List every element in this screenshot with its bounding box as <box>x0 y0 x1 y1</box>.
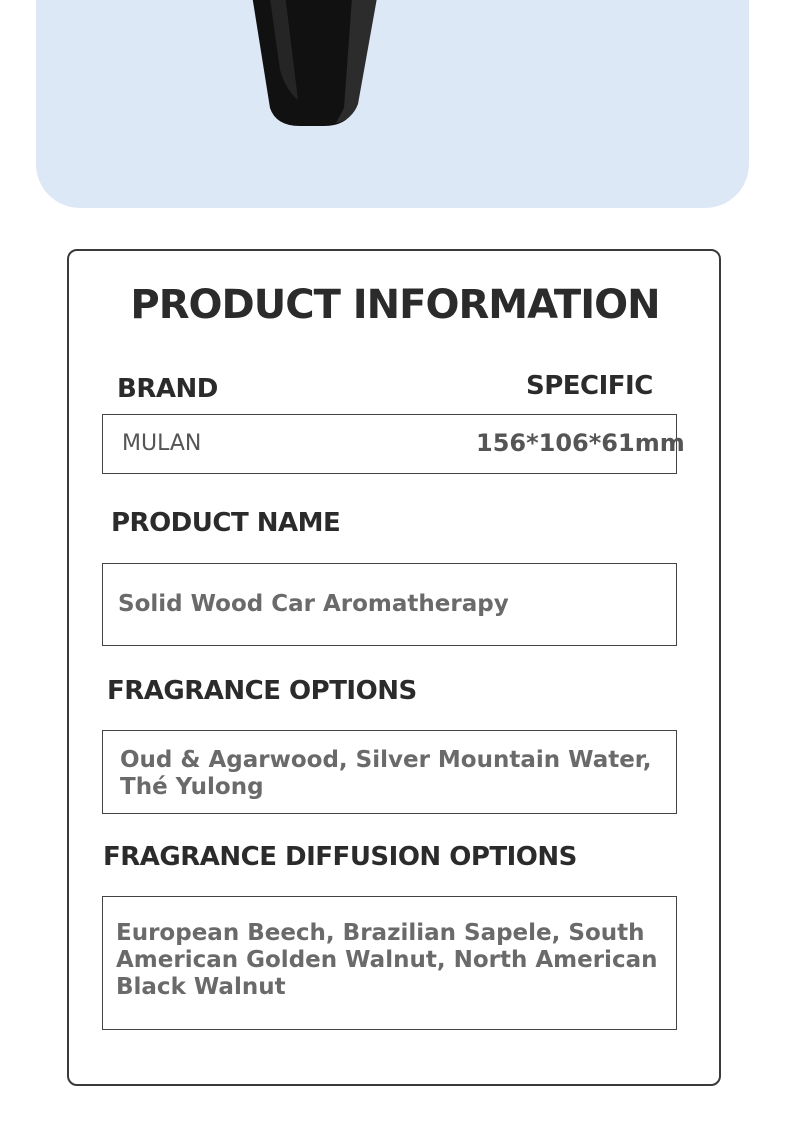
diffusion-options-line-1: European Beech, Brazilian Sapele, South <box>116 920 645 946</box>
section-title: PRODUCT INFORMATION <box>130 282 660 328</box>
brand-value: MULAN <box>122 431 202 456</box>
diffusion-options-label: FRAGRANCE DIFFUSION OPTIONS <box>103 842 577 872</box>
fragrance-options-line-1: Oud & Agarwood, Silver Mountain Water, <box>120 747 652 773</box>
product-name-value: Solid Wood Car Aromatherapy <box>118 591 509 617</box>
fragrance-options-line-2: Thé Yulong <box>120 774 264 800</box>
diffusion-options-line-3: Black Walnut <box>116 974 286 1000</box>
fragrance-options-label: FRAGRANCE OPTIONS <box>107 676 417 706</box>
vent-clip-product-illustration <box>36 0 749 208</box>
specific-value: 156*106*61mm <box>476 429 685 457</box>
specific-label: SPECIFIC <box>526 371 653 401</box>
product-name-label: PRODUCT NAME <box>111 508 341 538</box>
brand-label: BRAND <box>117 374 218 404</box>
diffusion-options-line-2: American Golden Walnut, North American <box>116 947 658 973</box>
product-hero-image <box>36 0 749 208</box>
